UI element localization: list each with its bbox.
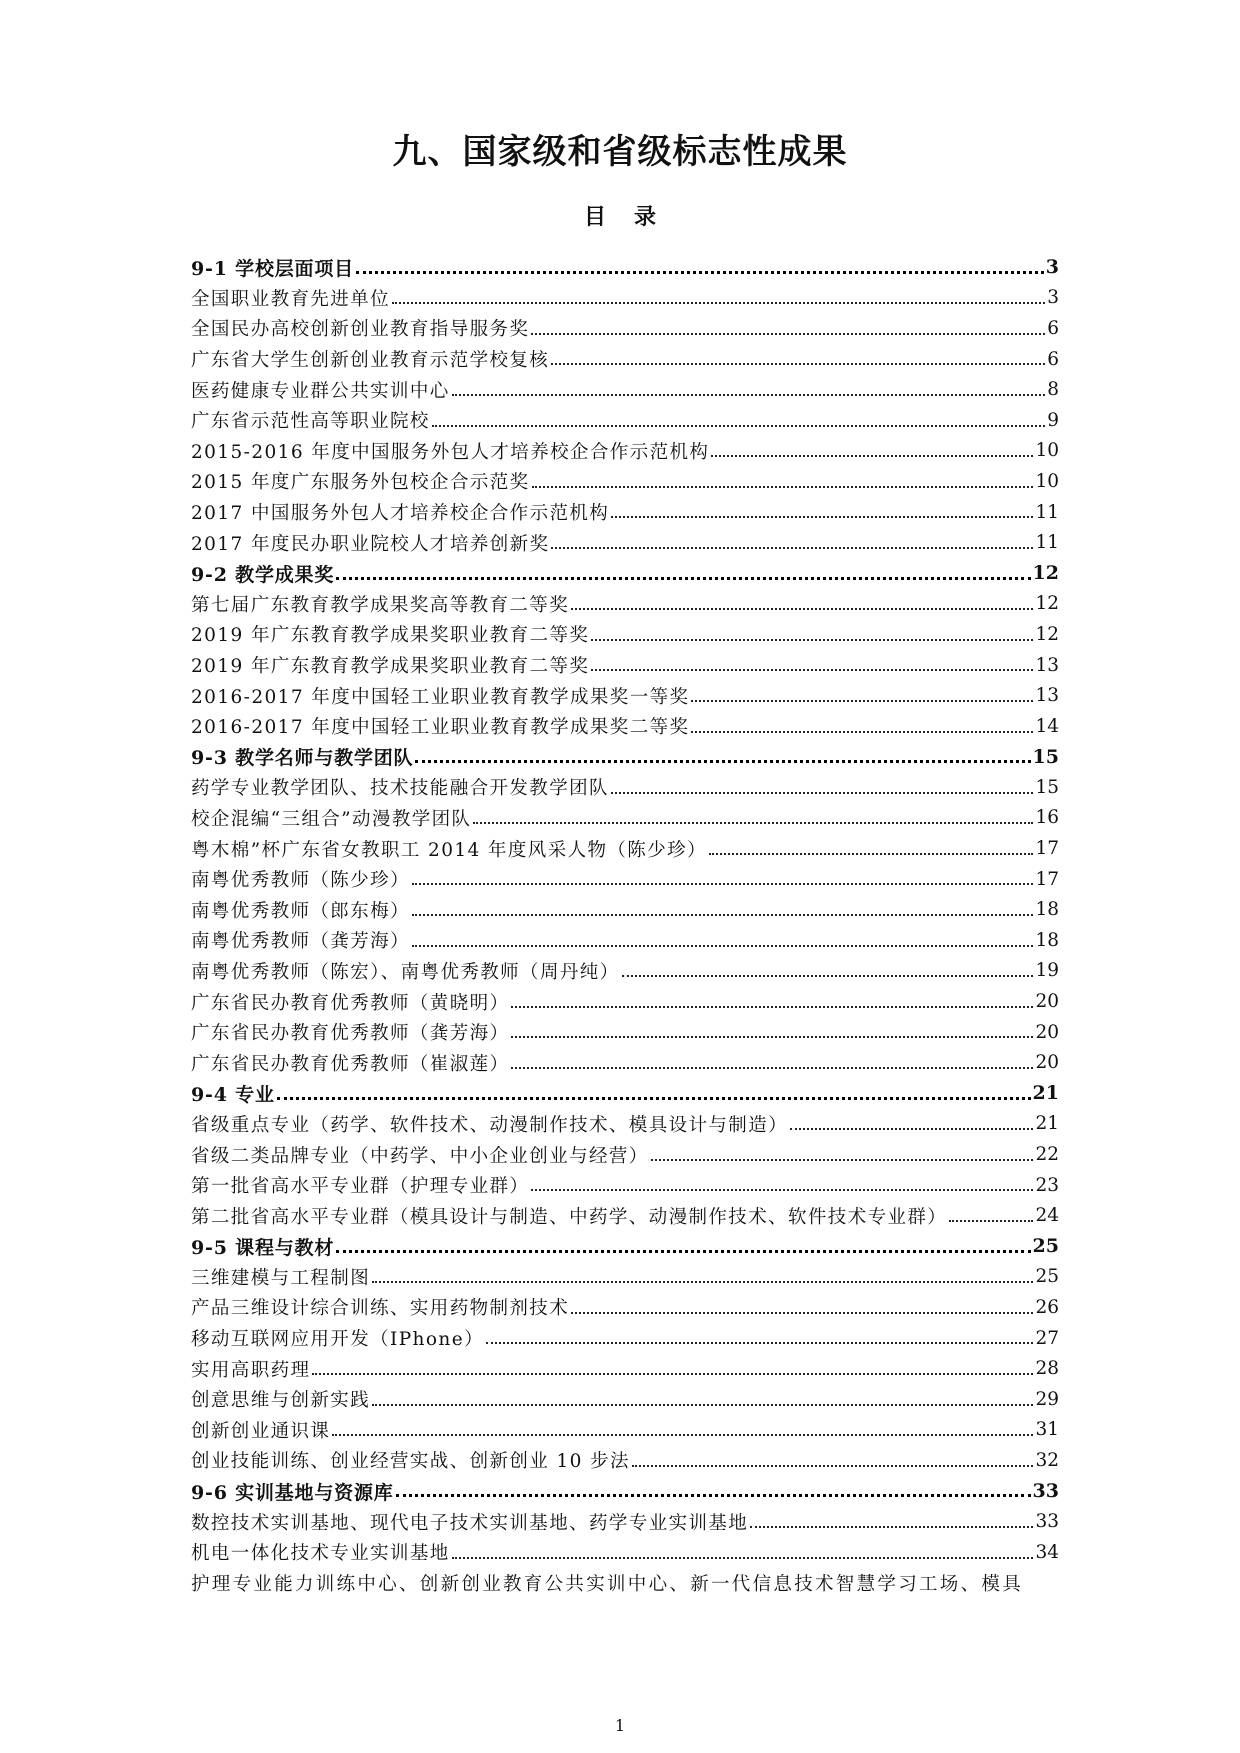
toc-section-9-5[interactable]: [191, 1231, 1059, 1262]
toc-entry-page: 11: [1035, 532, 1059, 554]
toc-entry[interactable]: [191, 1506, 1059, 1537]
toc-entry-page: 13: [1035, 654, 1059, 676]
toc-section-9-3[interactable]: [191, 742, 1059, 773]
toc-entry-page: 22: [1035, 1144, 1059, 1166]
toc-entry-page: 34: [1035, 1541, 1059, 1563]
toc-entry[interactable]: [191, 1445, 1059, 1476]
toc-entry-page: 17: [1035, 868, 1059, 890]
toc-entry-page: 13: [1035, 685, 1059, 707]
toc-entry-page: 33: [1032, 1480, 1059, 1503]
toc-entry-title: 9-5 课程与教材: [191, 1236, 335, 1259]
dot-leader: [432, 425, 1045, 427]
toc-entry-title: 广东省示范性高等职业院校: [191, 411, 430, 433]
toc-entry-page: 3: [1045, 256, 1059, 279]
toc-entry[interactable]: [191, 527, 1059, 558]
toc-entry-title: 医药健康专业群公共实训中心: [191, 380, 450, 402]
toc-entry-page: 32: [1035, 1449, 1059, 1471]
toc-entry-page: 16: [1035, 807, 1059, 829]
toc-entry-title: 9-2 教学成果奖: [191, 563, 335, 586]
toc-entry-title: 三维建模与工程制图: [191, 1267, 371, 1289]
dot-leader: [571, 1312, 1033, 1314]
dot-leader: [591, 669, 1033, 671]
toc-entry-page: 14: [1035, 715, 1059, 737]
dot-leader: [790, 1128, 1033, 1130]
toc-entry[interactable]: [191, 1262, 1059, 1293]
toc-entry[interactable]: [191, 1139, 1059, 1170]
toc-entry[interactable]: [191, 1292, 1059, 1323]
toc-entry-page: 12: [1035, 593, 1059, 615]
toc-entry-page: 28: [1035, 1358, 1059, 1380]
dot-leader: [691, 700, 1033, 702]
toc-entry[interactable]: [191, 1109, 1059, 1140]
toc-entry-title: 创意思维与创新实践: [191, 1390, 371, 1412]
toc-entry-page: 9: [1047, 409, 1059, 431]
dot-leader: [591, 639, 1033, 641]
toc-entry[interactable]: [191, 650, 1059, 681]
toc-entry-page: 15: [1032, 745, 1059, 768]
toc-entry-page: 31: [1035, 1419, 1059, 1441]
dot-leader: [632, 1465, 1034, 1467]
toc-entry-continued[interactable]: [191, 1568, 1059, 1599]
toc-entry-title: 广东省大学生创新创业教育示范学校复核: [191, 350, 550, 372]
dot-leader: [372, 1404, 1033, 1406]
document-title: 九、国家级和省级标志性成果: [392, 132, 848, 172]
toc-entry[interactable]: [191, 894, 1059, 925]
toc-entry-title: 移动互联网应用开发（IPhone）: [191, 1329, 484, 1351]
toc-entry-page: 18: [1035, 929, 1059, 951]
toc-entry[interactable]: [191, 680, 1059, 711]
toc-entry-title: 9-1 学校层面项目: [191, 257, 354, 280]
toc-entry[interactable]: [191, 1017, 1059, 1048]
toc-entry-page: 6: [1047, 317, 1059, 339]
dot-leader: [336, 577, 1030, 580]
dot-leader: [511, 1067, 1033, 1069]
toc-entry[interactable]: [191, 986, 1059, 1017]
toc-entry[interactable]: [191, 283, 1059, 314]
toc-entry[interactable]: [191, 1170, 1059, 1201]
toc-entry-title: 药学专业教学团队、技术技能融合开发教学团队: [191, 778, 609, 800]
dot-leader: [532, 486, 1034, 488]
toc-entry-title: 9-6 实训基地与资源库: [191, 1481, 394, 1504]
toc-entry-page: 26: [1035, 1296, 1059, 1318]
dot-leader: [750, 1526, 1033, 1528]
toc-entry[interactable]: [191, 1323, 1059, 1354]
toc-entry-title: 粤木棉”杯广东省女教职工 2014 年度风采人物（陈少珍）: [191, 839, 707, 861]
toc-entry-page: 8: [1047, 379, 1059, 401]
page-number: 1: [614, 1716, 626, 1735]
dot-leader: [571, 608, 1033, 610]
dot-leader: [332, 1434, 1033, 1436]
toc-entry[interactable]: [191, 313, 1059, 344]
toc-section-9-6[interactable]: [191, 1476, 1059, 1507]
toc-entry-title: 全国民办高校创新创业教育指导服务奖: [191, 319, 530, 341]
dot-leader: [611, 516, 1033, 518]
toc-entry-title: 2019 年广东教育教学成果奖职业教育二等奖: [191, 625, 590, 647]
toc-entry-title: 实用高职药理: [191, 1359, 311, 1381]
toc-entry[interactable]: [191, 1384, 1059, 1415]
toc-entry[interactable]: [191, 1415, 1059, 1446]
toc-entry[interactable]: [191, 497, 1059, 528]
dot-leader: [531, 1189, 1033, 1191]
toc-entry-page: 25: [1035, 1266, 1059, 1288]
dot-leader: [277, 1097, 1031, 1100]
toc-entry-title: 第一批省高水平专业群（护理专业群）: [191, 1176, 530, 1198]
dot-leader: [412, 883, 1034, 885]
toc-entry[interactable]: [191, 1200, 1059, 1231]
dot-leader: [709, 853, 1034, 855]
dot-leader: [452, 394, 1046, 396]
toc-entry-title: 创业技能训练、创业经营实战、创新创业 10 步法: [191, 1451, 630, 1473]
toc-entry-title: 数控技术实训基地、现代电子技术实训基地、药学专业实训基地: [191, 1512, 749, 1534]
dot-leader: [392, 302, 1045, 304]
toc-entry-title: 南粤优秀教师（陈少珍）: [191, 870, 410, 892]
toc-entry-title: 省级重点专业（药学、软件技术、动漫制作技术、模具设计与制造）: [191, 1114, 789, 1136]
dot-leader: [691, 731, 1033, 733]
dot-leader: [486, 1342, 1033, 1344]
toc-entry[interactable]: [191, 619, 1059, 650]
toc-entry-page: 19: [1035, 960, 1059, 982]
toc-entry-title: 南粤优秀教师（龚芳海）: [191, 931, 410, 953]
toc-entry[interactable]: [191, 1537, 1059, 1568]
dot-leader: [312, 1373, 1033, 1375]
toc-entry[interactable]: [191, 1047, 1059, 1078]
dot-leader: [949, 1220, 1033, 1222]
toc-entry-page: 20: [1035, 1021, 1059, 1043]
toc-entry-page: 29: [1035, 1388, 1059, 1410]
toc-entry-title: 2017 中国服务外包人才培养校企合作示范机构: [191, 503, 610, 525]
toc-entry-title: 2015 年度广东服务外包校企合示范奖: [191, 472, 530, 494]
toc-entry[interactable]: [191, 925, 1059, 956]
toc-entry[interactable]: [191, 1353, 1059, 1384]
toc-entry[interactable]: [191, 833, 1059, 864]
toc-entry-title: 9-4 专业: [191, 1083, 275, 1106]
toc-entry-title: 创新创业通识课: [191, 1420, 331, 1442]
dot-leader: [622, 975, 1034, 977]
toc-entry[interactable]: [191, 374, 1059, 405]
toc-entry-page: 20: [1035, 1052, 1059, 1074]
dot-leader: [551, 547, 1033, 549]
toc-entry-title: 第七届广东教育教学成果奖高等教育二等奖: [191, 594, 570, 616]
toc-entry[interactable]: [191, 864, 1059, 895]
dot-leader: [336, 1250, 1030, 1253]
toc-entry-page: 12: [1032, 562, 1059, 585]
toc-entry[interactable]: [191, 589, 1059, 620]
toc-entry-title: 广东省民办教育优秀教师（龚芳海）: [191, 1023, 510, 1045]
dot-leader: [396, 1494, 1031, 1497]
toc-entry-page: 24: [1035, 1205, 1059, 1227]
dot-leader: [511, 1036, 1033, 1038]
toc-entry-page: 15: [1035, 776, 1059, 798]
toc-heading: 目录: [583, 204, 684, 230]
toc-entry[interactable]: [191, 405, 1059, 436]
toc-entry-page: 12: [1035, 623, 1059, 645]
toc-entry-title: 2016-2017 年度中国轻工业职业教育教学成果奖一等奖: [191, 686, 690, 708]
toc-entry[interactable]: [191, 956, 1059, 987]
toc-entry-title: 南粤优秀教师（陈宏）、南粤优秀教师（周丹纯）: [191, 961, 620, 983]
dot-leader: [551, 363, 1045, 365]
toc-entry-title: 省级二类品牌专业（中药学、中小企业创业与经营）: [191, 1145, 649, 1167]
dot-leader: [711, 455, 1033, 457]
toc-entry-page: 18: [1035, 899, 1059, 921]
toc-entry-title: 广东省民办教育优秀教师（黄晓明）: [191, 992, 510, 1014]
toc-entry-title: 产品三维设计综合训练、实用药物制剂技术: [191, 1298, 570, 1320]
toc-entry[interactable]: [191, 436, 1059, 467]
dot-leader: [356, 271, 1044, 274]
dot-leader: [372, 1281, 1033, 1283]
toc-entry[interactable]: [191, 803, 1059, 834]
toc-entry-title: 校企混编“三组合”动漫教学团队: [191, 808, 472, 830]
toc-entry-page: 10: [1035, 470, 1059, 492]
toc-entry[interactable]: [191, 466, 1059, 497]
toc-entry-title: 第二批省高水平专业群（模具设计与制造、中药学、动漫制作技术、软件技术专业群）: [191, 1206, 948, 1228]
table-of-contents: [191, 252, 1059, 1598]
dot-leader: [511, 1006, 1033, 1008]
dot-leader: [651, 1159, 1034, 1161]
toc-entry-page: 21: [1035, 1113, 1059, 1135]
toc-entry-page: 11: [1035, 501, 1059, 523]
toc-section-9-4[interactable]: [191, 1078, 1059, 1109]
dot-leader: [611, 792, 1034, 794]
toc-entry-page: 21: [1032, 1082, 1059, 1105]
toc-entry-title: 护理专业能力训练中心、创新创业教育公共实训中心、新一代信息技术智慧学习工场、模具: [191, 1573, 1024, 1595]
toc-entry-page: 27: [1035, 1327, 1059, 1349]
toc-entry-title: 2017 年度民办职业院校人才培养创新奖: [191, 533, 550, 555]
toc-entry-title: 全国职业教育先进单位: [191, 288, 391, 310]
toc-entry-title: 2015-2016 年度中国服务外包人才培养校企合作示范机构: [191, 441, 710, 463]
toc-entry-page: 20: [1035, 991, 1059, 1013]
toc-entry-page: 25: [1032, 1235, 1059, 1258]
dot-leader: [415, 760, 1030, 763]
toc-entry-page: 33: [1035, 1511, 1059, 1533]
toc-entry[interactable]: [191, 711, 1059, 742]
toc-entry-page: 23: [1035, 1174, 1059, 1196]
toc-entry-page: 10: [1035, 440, 1059, 462]
toc-entry[interactable]: [191, 344, 1059, 375]
toc-entry-page: 6: [1047, 348, 1059, 370]
toc-entry-title: 2016-2017 年度中国轻工业职业教育教学成果奖二等奖: [191, 717, 690, 739]
dot-leader: [412, 945, 1034, 947]
toc-section-9-2[interactable]: [191, 558, 1059, 589]
toc-entry-title: 9-3 教学名师与教学团队: [191, 747, 414, 770]
toc-entry-title: 2019 年广东教育教学成果奖职业教育二等奖: [191, 656, 590, 678]
toc-entry-title: 广东省民办教育优秀教师（崔淑莲）: [191, 1053, 510, 1075]
dot-leader: [452, 1557, 1034, 1559]
dot-leader: [473, 822, 1033, 824]
toc-entry-title: 南粤优秀教师（郎东梅）: [191, 900, 410, 922]
toc-entry-page: 3: [1047, 287, 1059, 309]
toc-entry-title: 机电一体化技术专业实训基地: [191, 1543, 450, 1565]
dot-leader: [531, 333, 1045, 335]
toc-section-9-1[interactable]: [191, 252, 1059, 283]
toc-entry-page: 17: [1035, 838, 1059, 860]
dot-leader: [412, 914, 1034, 916]
toc-entry[interactable]: [191, 772, 1059, 803]
